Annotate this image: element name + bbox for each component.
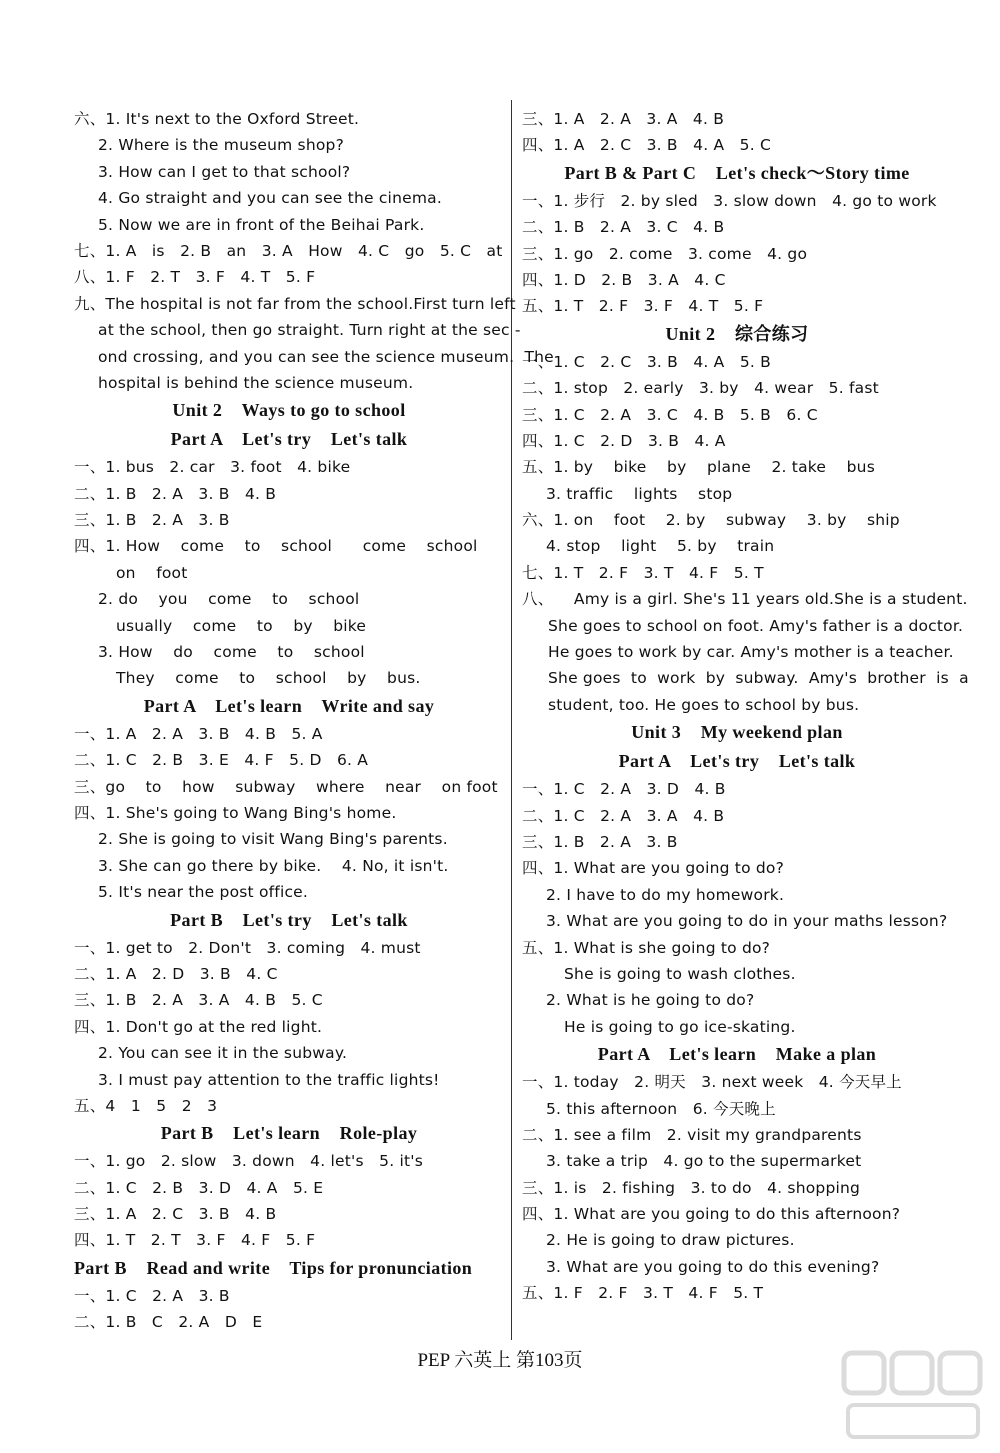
answer-line: 五、1. What is she going to do? [522, 938, 771, 957]
section-heading: Unit 3 My weekend plan [631, 722, 843, 743]
answer-line: student, too. He goes to school by bus. [548, 695, 860, 714]
answer-line: 四、1. What are you going to do this afternoon? [522, 1205, 901, 1224]
answer-line: 四、1. D 2. B 3. A 4. C [522, 270, 726, 289]
answer-line: 四、1. Don't go at the red light. [74, 1017, 323, 1036]
answer-line: 二、1. C 2. B 3. D 4. A 5. E [74, 1178, 324, 1197]
watermark-logo [838, 1345, 988, 1445]
answer-line: 3. traffic lights stop [546, 484, 733, 503]
answer-line: 五、1. F 2. F 3. T 4. F 5. T [522, 1284, 764, 1303]
answer-line: 二、1. stop 2. early 3. by 4. wear 5. fast [522, 379, 879, 398]
answer-line: 二、1. A 2. D 3. B 4. C [74, 964, 278, 983]
answer-line: 一、1. 步行 2. by sled 3. slow down 4. go to work [522, 191, 937, 210]
answer-line: 六、1. It's next to the Oxford Street. [74, 110, 360, 128]
answer-line: 八、 Amy is a girl. She's 11 years old.She is a student. [522, 590, 968, 609]
column-divider [511, 100, 512, 1340]
answer-line: She goes to school on foot. Amy's father is a doctor. [548, 616, 964, 635]
answer-line: 二、1. C 2. A 3. A 4. B [522, 806, 725, 825]
answer-line: 三、1. B 2. A 3. A 4. B 5. C [74, 991, 323, 1010]
answer-line: 5. Now we are in front of the Beihai Park. [98, 215, 425, 234]
answer-line: 六、1. on foot 2. by subway 3. by ship [522, 511, 900, 530]
answer-line: 三、go to how subway where near on foot [74, 777, 498, 796]
left-answer-column [74, 106, 554, 1336]
answer-line: 四、1. C 2. D 3. B 4. A [522, 431, 726, 450]
answer-line: She is going to wash clothes. [564, 964, 796, 983]
answer-line: 一、1. C 2. A 3. D 4. B [522, 780, 726, 799]
answer-line: 三、1. C 2. A 3. C 4. B 5. B 6. C [522, 405, 818, 424]
answer-line: 3. What are you going to do this evening? [546, 1257, 880, 1276]
answer-line: 4. Go straight and you can see the cinema. [98, 189, 442, 208]
answer-line: 八、1. F 2. T 3. F 4. T 5. F [74, 268, 316, 287]
answer-line: 二、1. B 2. A 3. C 4. B [522, 218, 725, 237]
answer-line: 三、1. A 2. A 3. A 4. B [522, 110, 725, 128]
answer-line: 一、1. bus 2. car 3. foot 4. bike [74, 458, 351, 477]
answer-line: 一、1. A 2. A 3. B 4. B 5. A [74, 724, 323, 743]
answer-line: 5. It's near the post office. [98, 883, 309, 902]
answer-line: usually come to by bike [116, 616, 367, 635]
answer-line: 二、1. see a film 2. visit my grandparents [522, 1125, 862, 1144]
page-footer: PEP 六英上 第103页 [417, 1350, 583, 1371]
answer-line: 三、1. B 2. A 3. B [522, 832, 678, 851]
right-answer-column [522, 106, 969, 1307]
answer-line: 2. I have to do my homework. [546, 885, 785, 904]
answer-line: 一、1. get to 2. Don't 3. coming 4. must [74, 938, 421, 957]
section-heading: Part B & Part C Let's check～Story time [564, 162, 910, 183]
answer-line: 2. Where is the museum shop? [98, 136, 345, 155]
answer-line: 3. I must pay attention to the traffic lights! [98, 1070, 440, 1089]
answer-line: 一、1. go 2. slow 3. down 4. let's 5. it's [74, 1152, 423, 1171]
answer-line: 3. take a trip 4. go to the supermarket [546, 1152, 862, 1171]
answer-line: He goes to work by car. Amy's mother is a teacher. [548, 643, 954, 662]
answer-line: hospital is behind the science museum. [98, 373, 414, 392]
section-heading: Part A Let's learn Make a plan [597, 1044, 877, 1065]
answer-line: 3. How do come to school [98, 643, 365, 662]
answer-line: 2. He is going to draw pictures. [546, 1231, 795, 1250]
answer-line: 五、1. by bike by plane 2. take bus [522, 458, 875, 477]
answer-line: 2. do you come to school [98, 590, 360, 609]
answer-line: 4. stop light 5. by train [546, 537, 775, 556]
answer-line: 二、1. C 2. B 3. E 4. F 5. D 6. A [74, 751, 369, 770]
answer-line: 3. What are you going to do in your maths lesson? [546, 912, 948, 931]
answer-line: 2. What is he going to do? [546, 991, 755, 1010]
answer-line: 九、The hospital is not far from the school.First turn left [74, 294, 516, 313]
answer-line: 四、1. T 2. T 3. F 4. F 5. F [74, 1231, 316, 1250]
answer-line: at the school, then go straight. Turn right at the sec - [98, 321, 521, 340]
answer-line: 一、1. today 2. 明天 3. next week 4. 今天早上 [522, 1073, 902, 1092]
answer-line: 五、1. T 2. F 3. F 4. T 5. F [522, 297, 764, 316]
answer-line: 三、1. is 2. fishing 3. to do 4. shopping [522, 1178, 861, 1197]
section-heading: Part B Let's learn Role-play [160, 1123, 418, 1144]
answer-line: 三、1. go 2. come 3. come 4. go [522, 244, 808, 263]
answer-line: 七、1. A is 2. B an 3. A How 4. C go 5. C at [74, 241, 503, 260]
answer-line: 2. She is going to visit Wang Bing's parents. [98, 830, 448, 849]
section-heading: Part A Let's learn Write and say [143, 695, 435, 716]
section-heading: Part A Let's try Let's talk [618, 751, 856, 772]
answer-line: They come to school by bus. [116, 669, 421, 688]
answer-line: 七、1. T 2. F 3. T 4. F 5. T [522, 563, 764, 582]
section-heading: Unit 2 Ways to go to school [172, 400, 406, 421]
answer-line: 2. You can see it in the subway. [98, 1044, 348, 1063]
section-heading: Part B Let's try Let's talk [170, 909, 408, 930]
answer-line: 一、1. C 2. A 3. B [74, 1286, 230, 1305]
answer-line: 一、1. C 2. C 3. B 4. A 5. B [522, 352, 772, 371]
answer-line: 三、1. A 2. C 3. B 4. B [74, 1205, 277, 1224]
answer-line: 二、1. B 2. A 3. B 4. B [74, 484, 277, 503]
answer-line: 五、4 1 5 2 3 [74, 1096, 218, 1115]
answer-line: 3. How can I get to that school? [98, 162, 351, 181]
answer-line: 四、1. A 2. C 3. B 4. A 5. C [522, 136, 771, 155]
answer-line: 5. this afternoon 6. 今天晚上 [546, 1099, 776, 1118]
section-heading: Part B Read and write Tips for pronunciation [74, 1257, 473, 1278]
answer-line: 四、1. She's going to Wang Bing's home. [74, 803, 397, 822]
answer-line: She goes to work by subway. Amy's brother is a [548, 669, 969, 688]
section-heading: Unit 2 综合练习 [665, 323, 809, 344]
answer-line: on foot [116, 563, 188, 582]
answer-line: 三、1. B 2. A 3. B [74, 511, 230, 530]
answer-line: 四、1. How come to school come school [74, 537, 478, 556]
answer-line: 四、1. What are you going to do? [522, 859, 785, 878]
section-heading: Part A Let's try Let's talk [170, 429, 408, 450]
answer-line: ond crossing, and you can see the science museum. The [98, 347, 554, 366]
answer-line: 3. She can go there by bike. 4. No, it isn't. [98, 856, 449, 875]
answer-line: He is going to go ice-skating. [564, 1017, 796, 1036]
answer-line: 二、1. B C 2. A D E [74, 1313, 263, 1332]
